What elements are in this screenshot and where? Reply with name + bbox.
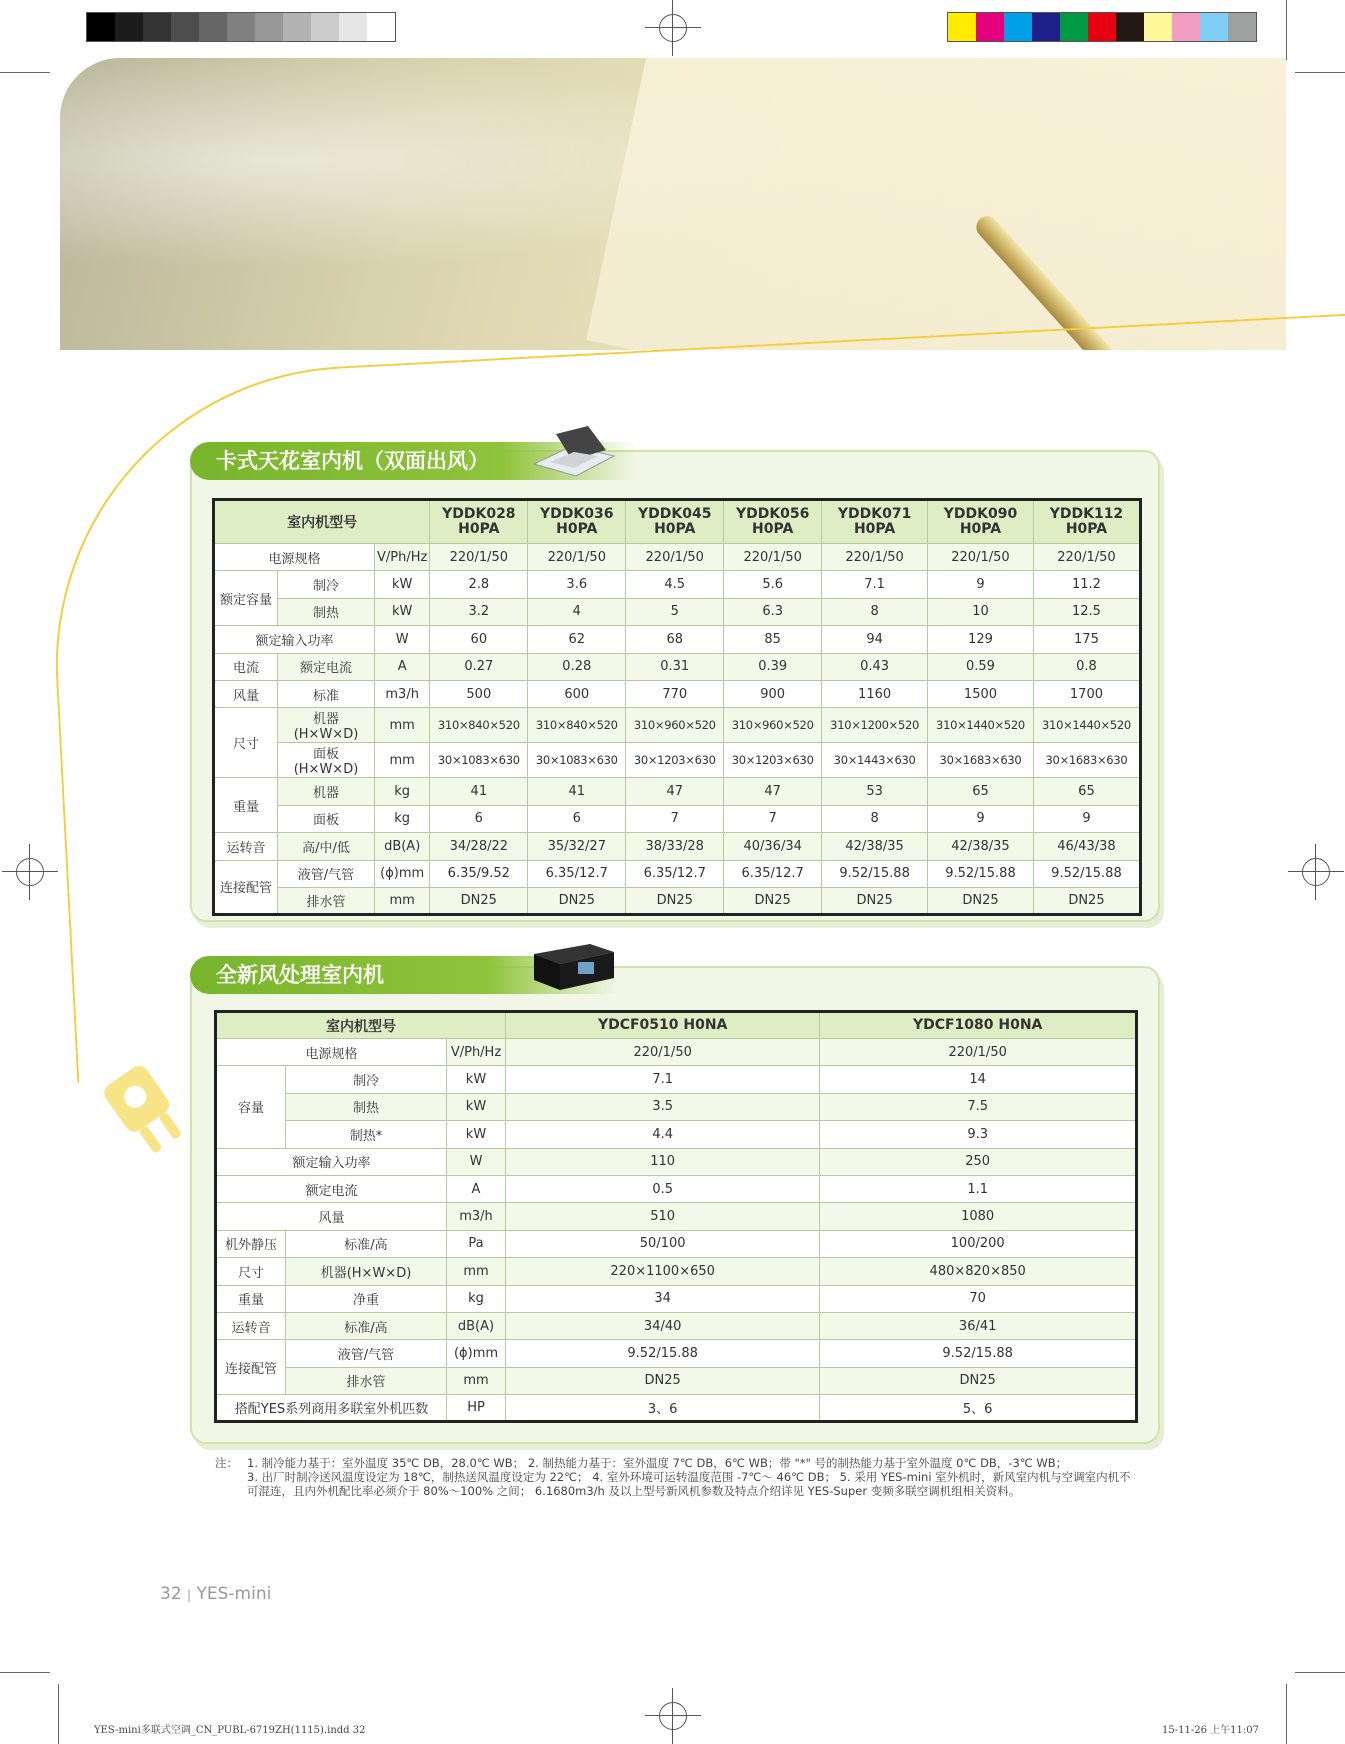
value-cell: 220×1100×650 [506,1258,820,1285]
table-row [216,1093,1137,1120]
hero-photo [60,58,1286,350]
value-cell: 30×1683×630 [928,743,1034,778]
value-cell: 9 [1033,805,1140,832]
value-cell: 53 [822,778,928,805]
value-cell: 220/1/50 [724,544,822,571]
value-cell: 9.3 [820,1121,1137,1148]
color-registration-bar [947,12,1257,42]
value-cell: DN25 [430,887,528,914]
section1-title: 卡式天花室内机（双面出风） [190,442,636,480]
row-sub-label: 标准/高 [286,1312,447,1339]
value-cell: 310×1200×520 [822,708,928,743]
footnote-line: 3. 出厂时制冷送风温度设定为 18℃，制热送风温度设定为 22℃； 4. 室外环境可运转温度范围 -7℃～ 46℃ DB； 5. 采用 YES-mini 室外机时，新风室内机与空调室内机不 [247,1470,1131,1484]
row-unit: kW [447,1093,506,1120]
value-cell: 94 [822,626,928,653]
value-cell: 1500 [928,680,1034,707]
value-cell: 40/36/34 [724,833,822,860]
row-sub-label: 液管/气管 [278,860,375,887]
value-cell: 7 [724,805,822,832]
row-unit: dB(A) [447,1312,506,1339]
model-header: YDCF0510 H0NA [506,1012,820,1039]
table-row [214,833,1141,860]
value-cell: 30×1203×630 [626,743,724,778]
color-swatch [339,13,367,41]
gray-registration-bar [86,12,396,42]
table-row [216,1203,1137,1230]
color-swatch [948,13,976,41]
section2-title: 全新风处理室内机 [190,956,616,994]
header-label: 室内机型号 [216,1012,506,1039]
row-sub-label: 制热 [278,598,375,625]
brand-name: YES-mini [196,1584,272,1604]
value-cell: 310×1440×520 [928,708,1034,743]
row-unit: dB(A) [375,833,430,860]
value-cell: 250 [820,1148,1137,1175]
value-cell: 6 [528,805,626,832]
table-row [216,1039,1137,1066]
value-cell: 220/1/50 [928,544,1034,571]
model-header: YDDK056 H0PA [724,500,822,544]
color-swatch [283,13,311,41]
crosshair-left-icon [10,852,50,892]
crosshair-bottom-icon [653,1696,693,1736]
value-cell: 6.35/12.7 [724,860,822,887]
value-cell: 30×1083×630 [528,743,626,778]
value-cell: 9.52/15.88 [928,860,1034,887]
row-unit: kg [447,1285,506,1312]
value-cell: 5、6 [820,1395,1137,1422]
row-group-label: 运转音 [216,1312,286,1339]
row-unit: m3/h [447,1203,506,1230]
value-cell: 7.1 [506,1066,820,1093]
value-cell: 38/33/28 [626,833,724,860]
row-sub-label: 高/中/低 [278,833,375,860]
value-cell: 220/1/50 [506,1039,820,1066]
row-unit: mm [375,708,430,743]
slug-file-info: YES-mini多联式空调_CN_PUBL-6719ZH(1115).indd 32 [94,1725,366,1736]
row-unit: mm [375,887,430,914]
row-label: 额定电流 [216,1175,447,1202]
row-unit: kg [375,805,430,832]
crop-mark [1295,1672,1345,1673]
row-sub-label: 制热 [286,1093,447,1120]
value-cell: 47 [724,778,822,805]
footer-separator: | [187,1588,192,1602]
table-row [216,1258,1137,1285]
value-cell: 30×1203×630 [724,743,822,778]
row-sub-label: 机器(H×W×D) [286,1258,447,1285]
color-swatch [199,13,227,41]
value-cell: 900 [724,680,822,707]
value-cell: 3、6 [506,1395,820,1422]
value-cell: DN25 [1033,887,1140,914]
value-cell: 6.35/12.7 [528,860,626,887]
row-group-label: 连接配管 [214,860,278,915]
value-cell: 34/28/22 [430,833,528,860]
value-cell: 9 [928,805,1034,832]
table-row [214,598,1141,625]
row-unit: Pa [447,1230,506,1257]
value-cell: 4.5 [626,571,724,598]
row-sub-label: 液管/气管 [286,1340,447,1367]
row-unit: mm [447,1258,506,1285]
row-unit: m3/h [375,680,430,707]
value-cell: 310×960×520 [724,708,822,743]
value-cell: 47 [626,778,724,805]
slug-timestamp: 15-11-26 上午11:07 [1162,1725,1259,1736]
value-cell: 3.5 [506,1093,820,1120]
row-unit: kW [375,598,430,625]
row-sub-label: 标准 [278,680,375,707]
value-cell: 0.31 [626,653,724,680]
table-row [214,743,1141,778]
value-cell: 30×1083×630 [430,743,528,778]
row-label: 电源规格 [216,1039,447,1066]
row-unit: kW [447,1121,506,1148]
row-unit: mm [447,1367,506,1394]
table-row [214,544,1141,571]
table-row [214,626,1141,653]
row-unit: W [375,626,430,653]
plug-icon [86,1050,196,1160]
table-row [216,1121,1137,1148]
row-unit: A [447,1175,506,1202]
row-unit: (ϕ)mm [375,860,430,887]
row-sub-label: 面板 (H×W×D) [278,743,375,778]
table-row [216,1367,1137,1394]
value-cell: DN25 [822,887,928,914]
value-cell: 1160 [822,680,928,707]
table-row [216,1312,1137,1339]
row-sub-label: 净重 [286,1285,447,1312]
row-sub-label: 机器 [278,778,375,805]
table-row [214,887,1141,914]
table-row [216,1285,1137,1312]
value-cell: 9.52/15.88 [1033,860,1140,887]
value-cell: 310×960×520 [626,708,724,743]
row-sub-label: 制冷 [278,571,375,598]
value-cell: 7 [626,805,724,832]
row-unit: kg [375,778,430,805]
value-cell: 6.35/12.7 [626,860,724,887]
color-swatch [1004,13,1032,41]
table-row [214,778,1141,805]
crop-mark [1286,1684,1287,1744]
row-group-label: 机外静压 [216,1230,286,1257]
color-swatch [1200,13,1228,41]
row-group-label: 重量 [216,1285,286,1312]
value-cell: 6.35/9.52 [430,860,528,887]
value-cell: 9.52/15.88 [822,860,928,887]
color-swatch [1088,13,1116,41]
value-cell: 42/38/35 [822,833,928,860]
row-sub-label: 制冷 [286,1066,447,1093]
table-row [214,680,1141,707]
value-cell: 11.2 [1033,571,1140,598]
row-label: 额定输入功率 [216,1148,447,1175]
model-header: YDDK112 H0PA [1033,500,1140,544]
table-row [216,1230,1137,1257]
value-cell: 1700 [1033,680,1140,707]
value-cell: 9 [928,571,1034,598]
value-cell: 6 [430,805,528,832]
value-cell: 42/38/35 [928,833,1034,860]
color-swatch [976,13,1004,41]
value-cell: 220/1/50 [528,544,626,571]
value-cell: 50/100 [506,1230,820,1257]
table-row [214,860,1141,887]
value-cell: 1080 [820,1203,1137,1230]
row-group-label: 运转音 [214,833,278,860]
value-cell: 62 [528,626,626,653]
row-unit: kW [447,1066,506,1093]
value-cell: 34 [506,1285,820,1312]
value-cell: 310×1440×520 [1033,708,1140,743]
value-cell: 0.28 [528,653,626,680]
value-cell: 0.8 [1033,653,1140,680]
page-footer [160,1584,271,1604]
row-group-label: 尺寸 [216,1258,286,1285]
value-cell: 41 [528,778,626,805]
value-cell: 4.4 [506,1121,820,1148]
value-cell: 100/200 [820,1230,1137,1257]
value-cell: 3.6 [528,571,626,598]
value-cell: DN25 [928,887,1034,914]
value-cell: 9.52/15.88 [820,1340,1137,1367]
color-swatch [1228,13,1256,41]
value-cell: 220/1/50 [822,544,928,571]
value-cell: 600 [528,680,626,707]
row-unit: A [375,653,430,680]
value-cell: 70 [820,1285,1137,1312]
value-cell: 10 [928,598,1034,625]
color-swatch [1032,13,1060,41]
row-unit: (ϕ)mm [447,1340,506,1367]
model-header: YDDK036 H0PA [528,500,626,544]
row-label: 风量 [216,1203,447,1230]
crop-mark [0,72,50,73]
row-label: 搭配YES系列商用多联室外机匹数 [216,1395,447,1422]
value-cell: 175 [1033,626,1140,653]
value-cell: 770 [626,680,724,707]
crop-mark [1295,72,1345,73]
table-row [214,708,1141,743]
section2-spec-table [214,1010,1138,1423]
value-cell: 34/40 [506,1312,820,1339]
value-cell: DN25 [724,887,822,914]
row-sub-label: 制热* [286,1121,447,1148]
value-cell: 30×1443×630 [822,743,928,778]
value-cell: 7.5 [820,1093,1137,1120]
value-cell: 14 [820,1066,1137,1093]
value-cell: 0.27 [430,653,528,680]
value-cell: DN25 [506,1367,820,1394]
model-header: YDCF1080 H0NA [820,1012,1137,1039]
model-header: YDDK090 H0PA [928,500,1034,544]
value-cell: 1.1 [820,1175,1137,1202]
header-label: 室内机型号 [214,500,430,544]
section1-spec-table [212,498,1142,916]
table-row [216,1395,1137,1422]
row-group-label: 容量 [216,1066,286,1148]
color-swatch [1060,13,1088,41]
color-swatch [227,13,255,41]
row-group-label: 电流 [214,653,278,680]
value-cell: 4 [528,598,626,625]
value-cell: 500 [430,680,528,707]
value-cell: 8 [822,805,928,832]
value-cell: 480×820×850 [820,1258,1137,1285]
footnote-line: 1. 制冷能力基于：室外温度 35℃ DB，28.0℃ WB； 2. 制热能力基于：室外温度 7℃ DB，6℃ WB；带 "*" 号的制热能力基于室外温度 0℃ DB，-3℃ WB； [247,1456,1068,1470]
value-cell: 5.6 [724,571,822,598]
row-sub-label: 排水管 [286,1367,447,1394]
value-cell: 310×840×520 [430,708,528,743]
row-group-label: 额定容量 [214,571,278,626]
page-number: 32 [160,1584,182,1604]
value-cell: 5 [626,598,724,625]
model-header: YDDK028 H0PA [430,500,528,544]
value-cell: 68 [626,626,724,653]
table-header-row [216,1012,1137,1039]
table-row [216,1175,1137,1202]
color-swatch [1172,13,1200,41]
row-unit: V/Ph/Hz [447,1039,506,1066]
row-unit: HP [447,1395,506,1422]
color-swatch [1116,13,1144,41]
row-unit: kW [375,571,430,598]
value-cell: 35/32/27 [528,833,626,860]
value-cell: 46/43/38 [1033,833,1140,860]
value-cell: 0.59 [928,653,1034,680]
footnote-line: 可混连，且内外机配比率必须介于 80%～100% 之间； 6.1680m3/h 及以上型号新风机参数及特点介绍详见 YES-Super 变频多联空调机组相关资料。 [247,1484,1021,1498]
value-cell: 85 [724,626,822,653]
value-cell: 65 [1033,778,1140,805]
value-cell: 60 [430,626,528,653]
value-cell: 41 [430,778,528,805]
value-cell: 2.8 [430,571,528,598]
row-group-label: 连接配管 [216,1340,286,1395]
value-cell: 3.2 [430,598,528,625]
value-cell: 220/1/50 [430,544,528,571]
value-cell: 310×840×520 [528,708,626,743]
value-cell: 6.3 [724,598,822,625]
cassette-unit-image [528,420,616,478]
value-cell: 12.5 [1033,598,1140,625]
footnote-label: 注： [215,1456,238,1470]
color-swatch [367,13,395,41]
table-row [214,571,1141,598]
row-label: 电源规格 [214,544,375,571]
color-swatch [1144,13,1172,41]
crop-mark [1286,0,1287,60]
row-unit: W [447,1148,506,1175]
value-cell: 129 [928,626,1034,653]
color-swatch [171,13,199,41]
color-swatch [311,13,339,41]
table-header-row [214,500,1141,544]
value-cell: DN25 [528,887,626,914]
value-cell: 9.52/15.88 [506,1340,820,1367]
value-cell: DN25 [626,887,724,914]
value-cell: DN25 [820,1367,1137,1394]
table-row [214,653,1141,680]
row-sub-label: 额定电流 [278,653,375,680]
fresh-air-unit-image [530,940,616,992]
value-cell: 0.39 [724,653,822,680]
crop-mark [58,1684,59,1744]
row-sub-label: 机器 (H×W×D) [278,708,375,743]
value-cell: 0.43 [822,653,928,680]
row-group-label: 尺寸 [214,708,278,778]
row-sub-label: 面板 [278,805,375,832]
value-cell: 110 [506,1148,820,1175]
value-cell: 8 [822,598,928,625]
row-group-label: 风量 [214,680,278,707]
paper-sheet [586,58,1286,350]
crop-mark [0,1672,50,1673]
value-cell: 220/1/50 [820,1039,1137,1066]
table-row [216,1066,1137,1093]
row-group-label: 重量 [214,778,278,833]
value-cell: 220/1/50 [1033,544,1140,571]
crosshair-top-icon [653,8,693,48]
row-sub-label: 排水管 [278,887,375,914]
row-label: 额定输入功率 [214,626,375,653]
value-cell: 30×1683×630 [1033,743,1140,778]
color-swatch [87,13,115,41]
table-row [216,1340,1137,1367]
model-header: YDDK045 H0PA [626,500,724,544]
value-cell: 7.1 [822,571,928,598]
color-swatch [143,13,171,41]
value-cell: 220/1/50 [626,544,724,571]
color-swatch [115,13,143,41]
table-row [216,1148,1137,1175]
row-unit: V/Ph/Hz [375,544,430,571]
value-cell: 0.5 [506,1175,820,1202]
value-cell: 65 [928,778,1034,805]
color-swatch [255,13,283,41]
table-row [214,805,1141,832]
row-sub-label: 标准/高 [286,1230,447,1257]
model-header: YDDK071 H0PA [822,500,928,544]
value-cell: 510 [506,1203,820,1230]
row-unit: mm [375,743,430,778]
value-cell: 36/41 [820,1312,1137,1339]
